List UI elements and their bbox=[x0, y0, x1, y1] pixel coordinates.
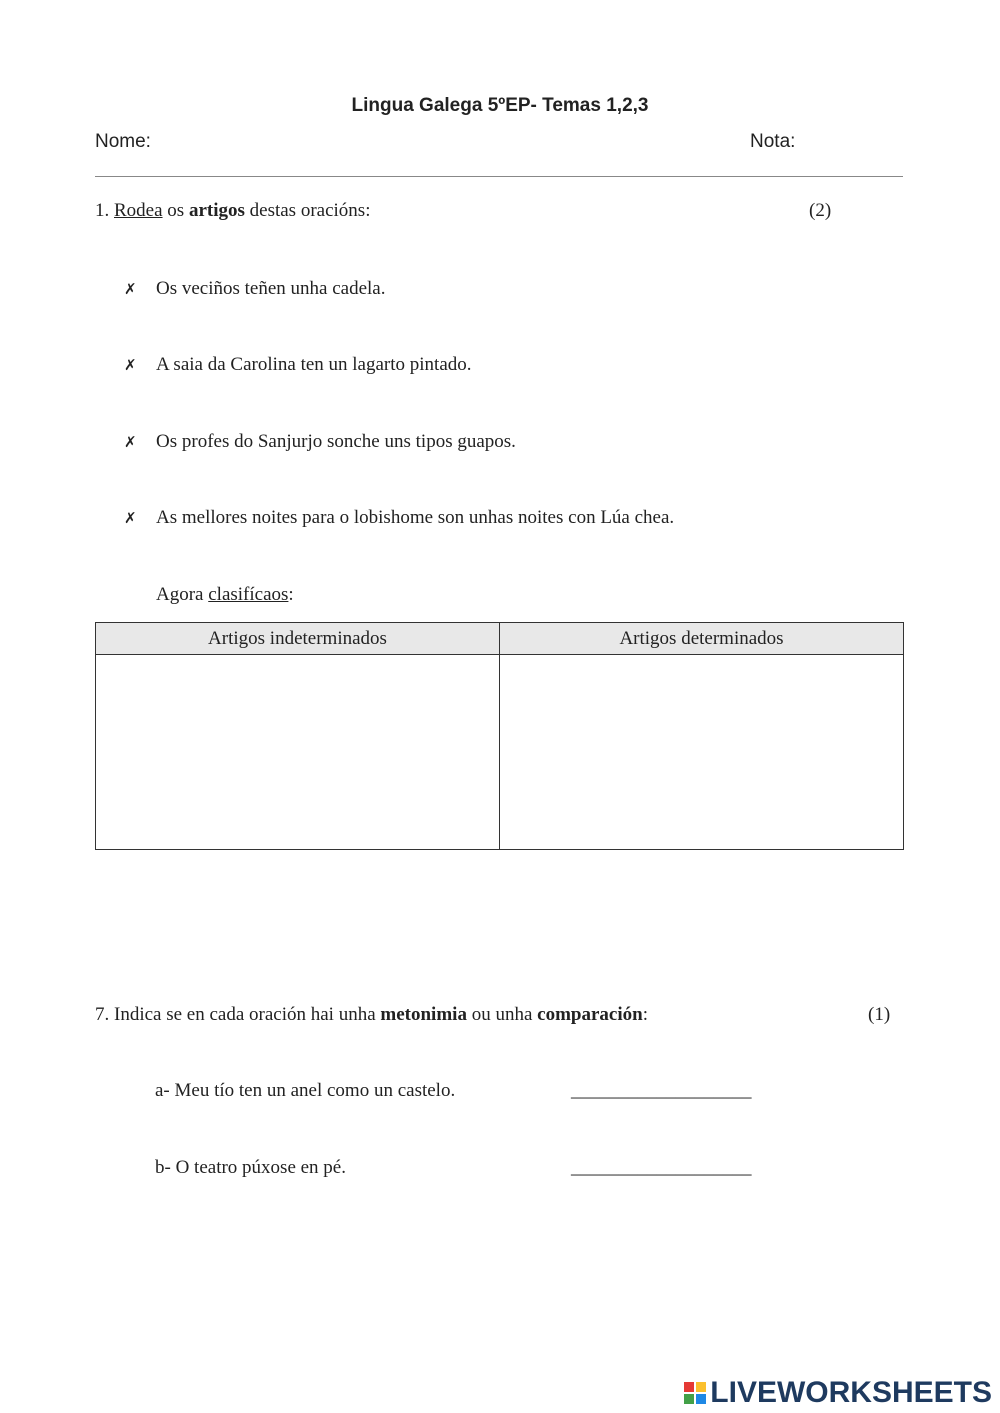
question-1-keyword: artigos bbox=[188, 200, 245, 221]
classification-table bbox=[95, 622, 904, 850]
drop-area-indefinite[interactable] bbox=[96, 655, 500, 850]
logo-text: LIVEWORKSHEETS bbox=[710, 1376, 992, 1409]
worksheet-title: Lingua Galega 5ºEP- Temas 1,2,3 bbox=[351, 95, 649, 116]
item-a-text: a- Meu tío ten un anel como un castelo. bbox=[155, 1080, 456, 1101]
item-b-answer-blank[interactable]: ___________________ bbox=[571, 1157, 752, 1178]
item-b-text: b- O teatro púxose en pé. bbox=[155, 1157, 346, 1178]
question-7-suffix: : bbox=[642, 1004, 648, 1025]
question-1-prompt bbox=[95, 200, 370, 222]
question-1-number: 1. bbox=[95, 200, 110, 221]
drop-area-definite[interactable] bbox=[500, 655, 904, 850]
sentence-item bbox=[124, 354, 472, 376]
sentence-text[interactable]: A saia da Carolina ten un lagarto pintado. bbox=[156, 354, 472, 375]
cross-mark-icon: ✗ bbox=[124, 280, 137, 298]
cross-mark-icon: ✗ bbox=[124, 509, 137, 527]
sentence-text[interactable]: As mellores noites para o lobishome son unhas noites con Lúa chea. bbox=[156, 507, 675, 528]
column-header-definite: Artigos determinados bbox=[500, 623, 904, 655]
header-divider bbox=[95, 176, 903, 177]
question-1-verb: Rodea bbox=[114, 200, 163, 221]
question-7-text-mid: ou unha bbox=[471, 1004, 533, 1025]
sentence-item bbox=[124, 507, 674, 529]
question-7-text: 7. Indica se en cada oración hai unha bbox=[95, 1004, 376, 1025]
question-7-prompt bbox=[95, 1004, 648, 1026]
sentence-item bbox=[124, 431, 516, 453]
classify-suffix: : bbox=[288, 584, 294, 605]
column-header-indefinite: Artigos indeterminados bbox=[96, 623, 500, 655]
question-1-points: (2) bbox=[809, 200, 832, 221]
cross-mark-icon: ✗ bbox=[124, 433, 137, 451]
grade-label: Nota: bbox=[750, 131, 796, 152]
classify-prefix: Agora bbox=[156, 584, 204, 605]
sentence-text[interactable]: Os veciños teñen unha cadela. bbox=[156, 278, 386, 299]
liveworksheets-logo[interactable] bbox=[684, 1376, 992, 1410]
question-1-text-end: destas oracións: bbox=[249, 200, 371, 221]
name-label: Nome: bbox=[95, 131, 151, 152]
sentence-text[interactable]: Os profes do Sanjurjo sonche uns tipos guapos. bbox=[156, 431, 516, 452]
logo-blocks-icon bbox=[684, 1382, 706, 1404]
item-a-answer-blank[interactable]: ___________________ bbox=[571, 1080, 752, 1101]
question-7-points: (1) bbox=[868, 1004, 891, 1025]
question-1-text: os bbox=[167, 200, 185, 221]
question-7-keyword-comparison: comparación bbox=[537, 1004, 643, 1025]
classify-verb: clasifícaos bbox=[208, 584, 289, 605]
classify-instruction bbox=[156, 584, 294, 606]
sentence-item bbox=[124, 278, 386, 300]
cross-mark-icon: ✗ bbox=[124, 356, 137, 374]
question-7-keyword-metonymy: metonimia bbox=[380, 1004, 467, 1025]
